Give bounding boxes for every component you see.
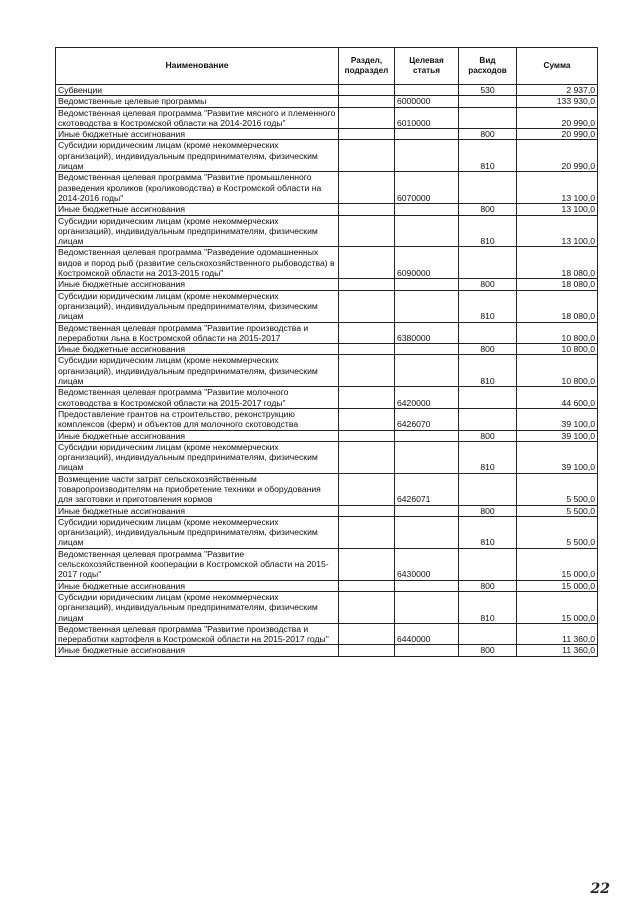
cell-target: 6440000 (395, 623, 459, 645)
header-sum: Сумма (517, 48, 598, 85)
cell-section (339, 580, 395, 591)
cell-section (339, 645, 395, 656)
header-name: Наименование (56, 48, 339, 85)
table-row (56, 505, 598, 516)
cell-section (339, 408, 395, 430)
table-row (56, 279, 598, 290)
table-row (56, 204, 598, 215)
table-row (56, 129, 598, 140)
cell-sum: 18 080,0 (517, 247, 598, 279)
cell-expense (459, 322, 517, 344)
table-row (56, 591, 598, 623)
table-row (56, 441, 598, 473)
table-row (56, 645, 598, 656)
cell-target: 6010000 (395, 107, 459, 129)
cell-expense: 800 (459, 645, 517, 656)
cell-section (339, 505, 395, 516)
cell-name: Субсидии юридическим лицам (кроме некоммерческих организаций), индивидуальным предпринимателям, физическим лицам (56, 290, 339, 322)
cell-expense: 810 (459, 215, 517, 247)
cell-expense: 810 (459, 290, 517, 322)
cell-expense (459, 172, 517, 204)
cell-section (339, 516, 395, 548)
cell-name: Иные бюджетные ассигнования (56, 645, 339, 656)
cell-section (339, 623, 395, 645)
cell-target (395, 140, 459, 172)
cell-name: Ведомственная целевая программа "Разведение одомашненных видов и пород рыб (развитие сельскохозяйственного рыбоводства) в Костромской области на 2013-2015 годы" (56, 247, 339, 279)
cell-section (339, 387, 395, 409)
cell-expense (459, 623, 517, 645)
cell-name: Ведомственная целевая программа "Развитие производства и переработки картофеля в Костромской области на 2015-2017 годы" (56, 623, 339, 645)
cell-expense: 800 (459, 430, 517, 441)
cell-name: Иные бюджетные ассигнования (56, 505, 339, 516)
cell-target: 6420000 (395, 387, 459, 409)
cell-section (339, 591, 395, 623)
cell-sum: 5 500,0 (517, 516, 598, 548)
cell-target (395, 505, 459, 516)
table-row (56, 387, 598, 409)
cell-section (339, 247, 395, 279)
cell-expense (459, 387, 517, 409)
cell-name: Ведомственные целевые программы (56, 96, 339, 107)
cell-sum: 15 000,0 (517, 591, 598, 623)
cell-expense (459, 96, 517, 107)
cell-section (339, 85, 395, 96)
cell-name: Субвенции (56, 85, 339, 96)
cell-name: Ведомственная целевая программа "Развитие производства и переработки льна в Костромской области на 2015-2017 (56, 322, 339, 344)
cell-expense: 800 (459, 129, 517, 140)
table-row (56, 516, 598, 548)
cell-section (339, 96, 395, 107)
cell-target (395, 355, 459, 387)
cell-sum: 11 360,0 (517, 645, 598, 656)
cell-sum: 20 990,0 (517, 140, 598, 172)
table-row (56, 85, 598, 96)
cell-section (339, 107, 395, 129)
cell-expense: 810 (459, 516, 517, 548)
cell-sum: 39 100,0 (517, 408, 598, 430)
cell-section (339, 322, 395, 344)
cell-target (395, 441, 459, 473)
cell-sum: 5 500,0 (517, 505, 598, 516)
cell-expense: 800 (459, 279, 517, 290)
cell-sum: 18 080,0 (517, 290, 598, 322)
cell-target: 6426071 (395, 473, 459, 505)
cell-name: Субсидии юридическим лицам (кроме некоммерческих организаций), индивидуальным предпринимателям, физическим лицам (56, 355, 339, 387)
cell-sum: 20 990,0 (517, 107, 598, 129)
cell-target (395, 204, 459, 215)
cell-sum: 20 990,0 (517, 129, 598, 140)
cell-section (339, 279, 395, 290)
table-row (56, 430, 598, 441)
table-row (56, 247, 598, 279)
table-row (56, 548, 598, 580)
cell-section (339, 290, 395, 322)
cell-expense: 530 (459, 85, 517, 96)
cell-expense: 810 (459, 441, 517, 473)
cell-target: 6426070 (395, 408, 459, 430)
table-row (56, 322, 598, 344)
cell-section (339, 355, 395, 387)
cell-target (395, 129, 459, 140)
budget-table (55, 47, 598, 657)
cell-target (395, 580, 459, 591)
table-row (56, 215, 598, 247)
cell-name: Возмещение части затрат сельскохозяйственным товаропроизводителям на приобретение техники и оборудования для заготовки и приготовления кормов (56, 473, 339, 505)
cell-sum: 2 937,0 (517, 85, 598, 96)
header-row (56, 48, 598, 85)
cell-sum: 39 100,0 (517, 441, 598, 473)
cell-target (395, 279, 459, 290)
table-body (56, 85, 598, 657)
cell-sum: 18 080,0 (517, 279, 598, 290)
cell-target (395, 344, 459, 355)
table-row (56, 580, 598, 591)
cell-name: Ведомственная целевая программа "Развитие промышленного разведения кроликов (кролиководства) в Костромской области на 2014-2016 годы" (56, 172, 339, 204)
cell-name: Иные бюджетные ассигнования (56, 129, 339, 140)
cell-sum: 10 800,0 (517, 355, 598, 387)
table-row (56, 140, 598, 172)
table-row (56, 107, 598, 129)
cell-target (395, 290, 459, 322)
cell-sum: 44 600,0 (517, 387, 598, 409)
cell-sum: 10 800,0 (517, 322, 598, 344)
cell-target (395, 645, 459, 656)
cell-name: Субсидии юридическим лицам (кроме некоммерческих организаций), индивидуальным предпринимателям, физическим лицам (56, 516, 339, 548)
cell-sum: 13 100,0 (517, 172, 598, 204)
cell-sum: 133 930,0 (517, 96, 598, 107)
table-row (56, 623, 598, 645)
cell-expense: 800 (459, 204, 517, 215)
table-header (56, 48, 598, 85)
cell-name: Иные бюджетные ассигнования (56, 430, 339, 441)
cell-name: Иные бюджетные ассигнования (56, 344, 339, 355)
cell-expense: 810 (459, 591, 517, 623)
document-page (55, 47, 598, 657)
cell-section (339, 204, 395, 215)
cell-section (339, 344, 395, 355)
cell-sum: 39 100,0 (517, 430, 598, 441)
cell-expense (459, 107, 517, 129)
header-target: Целевая статья (395, 48, 459, 85)
header-expense: Вид расходов (459, 48, 517, 85)
cell-target: 6090000 (395, 247, 459, 279)
table-row (56, 96, 598, 107)
cell-name: Ведомственная целевая программа "Развитие сельскохозяйственной кооперации в Костромской области на 2015-2017 годы" (56, 548, 339, 580)
cell-expense: 800 (459, 505, 517, 516)
cell-name: Иные бюджетные ассигнования (56, 580, 339, 591)
cell-expense: 800 (459, 580, 517, 591)
cell-sum: 13 100,0 (517, 204, 598, 215)
cell-target: 6070000 (395, 172, 459, 204)
table-row (56, 408, 598, 430)
cell-name: Субсидии юридическим лицам (кроме некоммерческих организаций), индивидуальным предпринимателям, физическим лицам (56, 215, 339, 247)
cell-name: Предоставление грантов на строительство, реконструкцию комплексов (ферм) и объектов для молочного скотоводства (56, 408, 339, 430)
cell-section (339, 548, 395, 580)
cell-sum: 13 100,0 (517, 215, 598, 247)
cell-target (395, 591, 459, 623)
cell-sum: 5 500,0 (517, 473, 598, 505)
header-section: Раздел, подраздел (339, 48, 395, 85)
cell-expense (459, 408, 517, 430)
cell-expense: 810 (459, 355, 517, 387)
table-row (56, 355, 598, 387)
cell-name: Ведомственная целевая программа "Развитие мясного и племенного скотоводства в Костромской области на 2014-2016 годы" (56, 107, 339, 129)
cell-section (339, 473, 395, 505)
cell-target (395, 215, 459, 247)
cell-name: Субсидии юридическим лицам (кроме некоммерческих организаций), индивидуальным предпринимателям, физическим лицам (56, 591, 339, 623)
cell-target (395, 516, 459, 548)
cell-section (339, 430, 395, 441)
cell-expense (459, 548, 517, 580)
cell-sum: 15 000,0 (517, 548, 598, 580)
cell-section (339, 215, 395, 247)
cell-name: Субсидии юридическим лицам (кроме некоммерческих организаций), индивидуальным предпринимателям, физическим лицам (56, 441, 339, 473)
cell-target (395, 85, 459, 96)
cell-target: 6380000 (395, 322, 459, 344)
cell-expense (459, 247, 517, 279)
cell-section (339, 441, 395, 473)
cell-target: 6000000 (395, 96, 459, 107)
cell-section (339, 140, 395, 172)
cell-expense (459, 473, 517, 505)
page-number: 22 (590, 881, 610, 897)
cell-sum: 15 000,0 (517, 580, 598, 591)
cell-expense: 800 (459, 344, 517, 355)
table-row (56, 473, 598, 505)
table-row (56, 344, 598, 355)
cell-target (395, 430, 459, 441)
cell-name: Ведомственная целевая программа "Развитие молочного скотоводства в Костромской области на 2015-2017 годы" (56, 387, 339, 409)
cell-name: Иные бюджетные ассигнования (56, 204, 339, 215)
cell-sum: 11 360,0 (517, 623, 598, 645)
cell-expense: 810 (459, 140, 517, 172)
cell-section (339, 172, 395, 204)
cell-section (339, 129, 395, 140)
cell-name: Субсидии юридическим лицам (кроме некоммерческих организаций), индивидуальным предпринимателям, физическим лицам (56, 140, 339, 172)
table-row (56, 172, 598, 204)
cell-sum: 10 800,0 (517, 344, 598, 355)
table-row (56, 290, 598, 322)
cell-name: Иные бюджетные ассигнования (56, 279, 339, 290)
cell-target: 6430000 (395, 548, 459, 580)
